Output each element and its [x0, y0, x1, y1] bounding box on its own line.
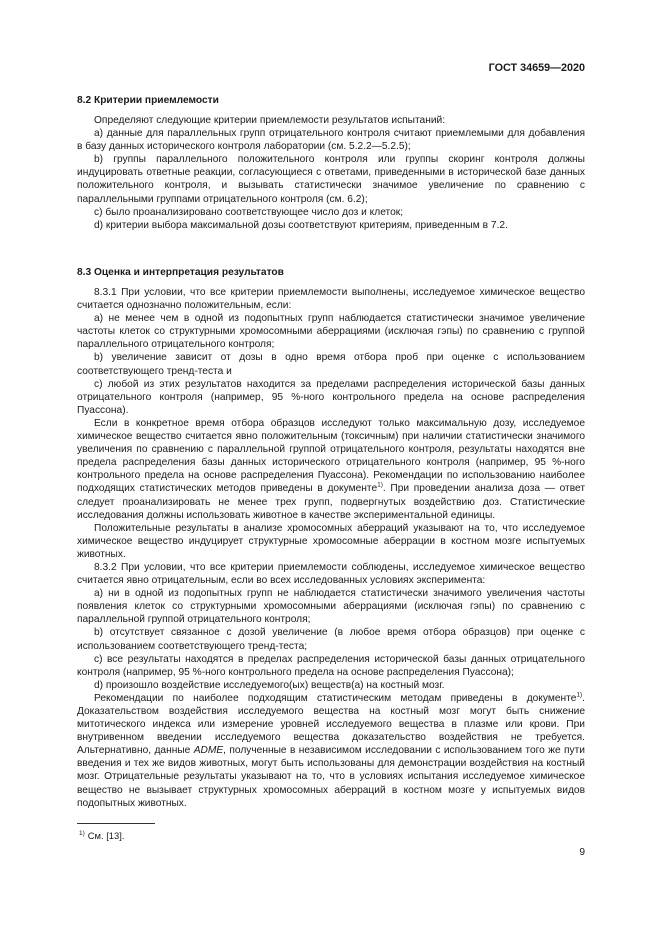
max-dose-text-b: . При проведении анализа доза — ответ следует проанализировать не менее трех групп, подвергнутых воздействию доз. Статистические исследования должны использовать животное в качестве экспериментальной единицы.	[77, 483, 585, 521]
section-8-2-body	[77, 114, 585, 232]
section-8-2-item-c: c) было проанализировано соответствующее число доз и клеток;	[94, 206, 404, 218]
clause-8-3-2-item-b: b) отсутствует связанное с дозой увеличение (в любое время отбора образцов) при оценке с использованием соответствующего тренд-теста;	[77, 627, 585, 652]
positive-results-paragraph: Положительные результаты в анализе хромосомных аберраций указывают на то, что исследуемое химическое вещество индуцирует структурные хромосомные аберрации в костном мозге испытуемых животных.	[77, 522, 585, 560]
section-8-2-item-d: d) критерии выбора максимальной дозы соответствуют критериям, приведенным в 7.2.	[94, 219, 508, 231]
section-8-3-body	[77, 286, 585, 810]
clause-8-3-1-item-c: c) любой из этих результатов находится за пределами распределения исторической базы данных отрицательного контроля (например, 95 %-ного контрольного предела на основе распределения Пуассона).	[77, 378, 585, 416]
footnote-ref[interactable]: 1)	[377, 482, 383, 490]
adme-term: ADME	[193, 745, 224, 757]
max-dose-text-a: Если в конкретное время отбора образцов исследуют только максимальную дозу, исследуемое химическое вещество считается явно положительным (токсичным) при наличии статистически значимого увеличения по сравнению с параллельной группой отрицательного контроля, результаты находятся вне предела распределения базы данных исторического отрицательного контроля (например, 95 %-ного контрольного предела на основе распределения Пуассона). Рекомендации по использованию наиболее подходящих статистических методов приведены в документе	[77, 417, 585, 495]
footnote-mark: 1)	[79, 829, 85, 837]
clause-8-3-2: 8.3.2 При условии, что все критерии приемлемости соблюдены, исследуемое химическое вещество считается явно отрицательным, если во всех исследованных условиях эксперимента:	[77, 561, 585, 587]
section-8-2-intro: Определяют следующие критерии приемлемости результатов испытаний:	[94, 115, 446, 126]
footnote-divider	[77, 823, 155, 824]
recommendations-paragraph	[77, 692, 585, 810]
clause-8-3-2-item-a: a) ни в одной из подопытных групп не наблюдается статистически значимого увеличения частоты появления клеток со структурными хромосомными аберрациями (исключая гэпы) по сравнению с параллельной группой отрицательного контроля;	[77, 588, 585, 626]
section-8-2-item-a: a) данные для параллельных групп отрицательного контроля считают приемлемыми для добавления в базу данных исторического контроля лаборатории (см. 5.2.2—5.2.5);	[77, 128, 585, 153]
document-id-header: ГОСТ 34659—2020	[488, 62, 585, 74]
recommendations-text-c: , полученные в независимом исследовании с использованием того же пути введения и тех же видов животных, могут быть использованы для демонстрации воздействия на костный мозг. Отрицательные результаты указывают на то, что в условиях испытания исследуемое химическое вещество не вызывает структурных хромосомных аберраций в костном мозге у испытуемых видов подопытных животных.	[77, 745, 585, 809]
clause-8-3-1-item-b: b) увеличение зависит от дозы в одно время отбора проб при оценке с использованием соответствующего тренд-теста и	[77, 352, 585, 377]
clause-8-3-2-item-d: d) произошло воздействие исследуемого(ых) веществ(а) на костный мозг.	[94, 679, 445, 691]
page-number: 9	[579, 847, 585, 858]
clause-8-3-1-item-a: a) не менее чем в одной из подопытных групп наблюдается статистически значимое увеличение частоты клеток со структурными хромосомными аберрациями (исключая гэпы) по сравнению с группой параллельного отрицательного контроля;	[77, 313, 585, 351]
footnote-ref[interactable]: 1)	[576, 691, 583, 699]
max-dose-paragraph	[77, 417, 585, 522]
clause-8-3-2-item-c: c) все результаты находятся в пределах распределения исторической базы данных отрицательного контроля (например, 95 %-ного контрольного предела на основе распределения Пуассона);	[77, 653, 585, 678]
clause-8-3-1: 8.3.1 При условии, что все критерии приемлемости выполнены, исследуемое химическое вещество считается однозначно положительным, если:	[77, 287, 585, 312]
section-8-2-item-b: b) группы параллельного положительного контроля или группы скоринг контроля должны индуцировать ответные реакции, согласующиеся с ответами, приведенными в исторической базе данных положительного контроля, и вызывать статистически значимое увеличение по сравнению с параллельными группами отрицательного контроля (см. 6.2);	[77, 154, 585, 205]
section-8-2-heading: 8.2 Критерии приемлемости	[77, 95, 219, 106]
recommendations-text-a: Рекомендации по наиболее подходящим статистическим методам приведены в документе	[94, 692, 577, 704]
section-8-3-heading: 8.3 Оценка и интерпретация результатов	[77, 267, 284, 278]
footnote	[77, 829, 124, 842]
footnote-text: См. [13].	[87, 830, 125, 841]
recommendations-text-b: . Доказательством воздействия исследуемого вещества на костный мозг могут быть снижение митотического индекса или измерение уровней исследуемого вещества в плазме или крови. При внутривенном введении исследуемого вещества доказательство воздействия не требуется. Альтернативно, данные	[77, 692, 585, 757]
